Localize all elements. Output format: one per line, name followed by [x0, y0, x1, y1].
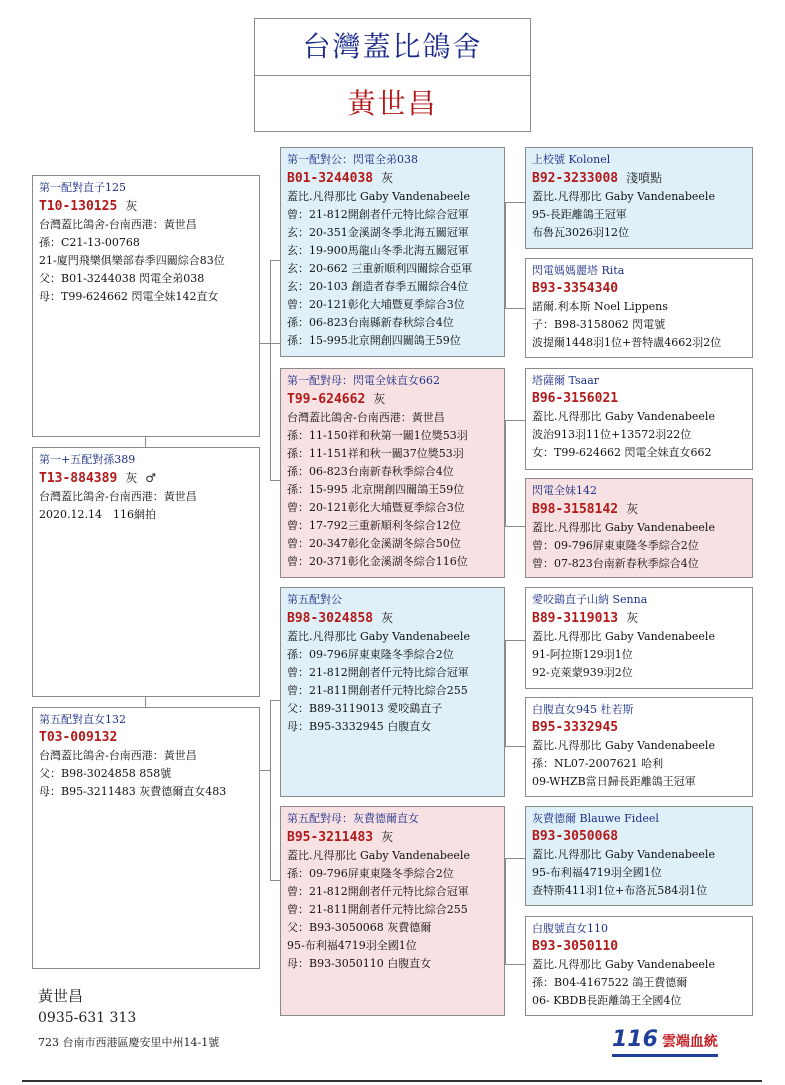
card-line: 台灣蓋比鴿舍-台南西港：黃世昌 — [39, 490, 197, 503]
card-line: 95-布利福4719羽全國1位 — [532, 866, 662, 879]
ring-number: T99-624662 灰 — [287, 392, 386, 407]
card-line: 09-WHZB當日歸長距離鴿王冠軍 — [532, 775, 696, 788]
card-line: 波提爾1448羽1位+普特盧4662羽2位 — [532, 336, 722, 349]
male-symbol-icon: ♂ — [145, 471, 157, 485]
logo-text: 雲端血統 — [661, 1034, 718, 1050]
color-label: 灰 — [626, 611, 639, 625]
card-line: 母：T99-624662 閃電全妹142直女 — [39, 290, 219, 303]
card-line: 曾：21-812開創者仟元特比綜合冠軍 — [287, 208, 469, 221]
color-label: 灰 — [626, 502, 639, 516]
card-line: 台灣蓋比鴿舍-台南西港：黃世昌 — [39, 218, 197, 231]
card-line: 孫：06-823台南新春秋季綜合4位 — [287, 465, 454, 478]
card-line: 曾：20-121彰化大埔暨夏季綜合3位 — [287, 501, 465, 514]
card-line: 95-布利福4719羽全國1位 — [287, 939, 417, 952]
contact-phone: 0935-631 313 — [38, 1010, 137, 1026]
parent-card-dam-5 — [280, 806, 505, 1016]
contact-address: 723 台南市西港區慶安里中州14-1號 — [38, 1036, 220, 1049]
card-line: 台灣蓋比鴿舍-台南西港：黃世昌 — [287, 411, 445, 424]
card-line: 母：B93-3050110 白腹直女 — [287, 957, 432, 970]
connector-line — [505, 308, 525, 309]
card-line: 曾：17-792三重新順利冬綜合12位 — [287, 519, 461, 532]
cloud-pedigree-logo — [612, 1027, 718, 1052]
parent-card-dam-1 — [280, 368, 505, 578]
card-line: 孫：11-150祥和秋第一關1位獎53羽 — [287, 429, 468, 442]
card-line: 波治913羽11位+13572羽22位 — [532, 428, 692, 441]
color-label: 灰 — [381, 830, 394, 844]
loft-name: 台灣蓋比鴿舍 — [255, 19, 530, 76]
card-line: 曾：21-812開創者仟元特比綜合冠軍 — [287, 666, 469, 679]
card-line: 曾：20-371彰化金溪湖冬綜合116位 — [287, 555, 468, 568]
card-line: 曾：20-347彰化金溪湖冬綜合50位 — [287, 537, 461, 550]
title-box — [254, 18, 531, 132]
card-line: 曾：07-823台南新春秋季綜合4位 — [532, 557, 699, 570]
ring-number: B95-3332945 — [532, 720, 619, 735]
ring-number: B01-3244038 灰 — [287, 171, 394, 186]
card-heading: 白腹直女945 杜若斯 — [532, 703, 634, 716]
connector-line — [505, 420, 525, 421]
card-heading: 上校號 Kolonel — [532, 153, 611, 166]
color-label: 灰 — [125, 199, 138, 213]
grandparent-card-3 — [525, 368, 753, 470]
parent-card-sire-5 — [280, 587, 505, 797]
card-line: 玄：20-351金溪湖冬季北海五關冠軍 — [287, 226, 469, 239]
card-heading: 閃電全妹142 — [532, 484, 597, 497]
card-line: 玄：20-662 三重新順利四關綜合亞軍 — [287, 262, 473, 275]
grandparent-card-2 — [525, 258, 753, 358]
card-line: 查特斯411羽1位+布洛瓦584羽1位 — [532, 884, 708, 897]
card-line: 孫：15-995 北京開創四關鴿王59位 — [287, 483, 465, 496]
connector-line — [505, 526, 525, 527]
connector-line — [270, 700, 280, 701]
card-line: 孫：06-823台南縣新春秋綜合4位 — [287, 316, 454, 329]
card-line: 蓋比.凡得那比 Gaby Vandenabeele — [287, 190, 470, 203]
connector-line — [145, 697, 146, 707]
card-line: 玄：20-103 創造者春季五關綜合4位 — [287, 280, 469, 293]
card-heading: 塔薩爾 Tsaar — [532, 374, 600, 387]
ring-number: B93-3050068 — [532, 829, 619, 844]
ring-number: B93-3354340 — [532, 281, 619, 296]
ring-number: B89-3119013 灰 — [532, 611, 639, 626]
card-line: 子：B98-3158062 閃電號 — [532, 318, 666, 331]
card-line: 曾：20-121彰化大埔暨夏季綜合3位 — [287, 298, 465, 311]
connector-line — [270, 700, 271, 880]
card-line: 母：B95-3211483 灰費德爾直女483 — [39, 785, 227, 798]
card-line: 孫：B04-4167522 鴿王費德爾 — [532, 976, 688, 989]
bottom-divider — [22, 1080, 762, 1082]
card-line: 父：B98-3024858 858號 — [39, 767, 172, 780]
ring-number: B96-3156021 — [532, 391, 619, 406]
card-heading: 第五配對公 — [287, 593, 342, 606]
grandparent-card-6 — [525, 697, 753, 797]
card-heading: 第一配對直子125 — [39, 181, 126, 194]
contact-name: 黃世昌 — [38, 987, 84, 1005]
card-line: 曾：21-811開創者仟元特比綜合255 — [287, 684, 468, 697]
card-line: 孫：15-995北京開創四關鴿王59位 — [287, 334, 461, 347]
card-line: 父：B93-3050068 灰費德爾 — [287, 921, 432, 934]
card-line: 蓋比.凡得那比 Gaby Vandenabeele — [532, 190, 715, 203]
owner-name: 黃世昌 — [347, 87, 438, 120]
card-line: 曾：21-812開創者仟元特比綜合冠軍 — [287, 885, 469, 898]
card-line: 2020.12.14 116網拍 — [39, 508, 156, 521]
connector-line — [270, 260, 271, 480]
ring-number: B92-3233008 淺噴點 — [532, 171, 663, 186]
card-heading: 愛咬鷂直子山納 Senna — [532, 593, 648, 606]
ring-number: B98-3158142 灰 — [532, 502, 639, 517]
card-line: 蓋比.凡得那比 Gaby Vandenabeele — [287, 630, 470, 643]
card-line: 06- KBDB長距離鴿王全國4位 — [532, 994, 682, 1007]
card-line: 95-長距離鴿王冠軍 — [532, 208, 627, 221]
card-heading: 閃電媽媽麗塔 Rita — [532, 264, 625, 277]
color-label: 灰 — [373, 392, 386, 406]
card-line: 蓋比.凡得那比 Gaby Vandenabeele — [532, 958, 715, 971]
card-line: 91-阿拉斯129羽1位 — [532, 648, 633, 661]
connector-line — [505, 640, 506, 746]
connector-line — [505, 964, 525, 965]
ring-number: B93-3050110 — [532, 939, 619, 954]
card-line: 諾爾.利本斯 Noel Lippens — [532, 300, 668, 313]
card-line: 蓋比.凡得那比 Gaby Vandenabeele — [532, 848, 715, 861]
card-line: 蓋比.凡得那比 Gaby Vandenabeele — [532, 521, 715, 534]
color-label: 灰 — [381, 611, 394, 625]
connector-line — [505, 202, 506, 308]
subject-card-3 — [32, 707, 260, 969]
color-label: 淺噴點 — [626, 171, 663, 185]
connector-line — [505, 858, 525, 859]
connector-line — [505, 746, 525, 747]
card-line: 曾：21-811開創者仟元特比綜合255 — [287, 903, 468, 916]
card-line: 孫：C21-13-00768 — [39, 236, 140, 249]
ring-number: B95-3211483 灰 — [287, 830, 394, 845]
ring-number: T13-884389 灰 ♂ — [39, 471, 157, 486]
card-line: 蓋比.凡得那比 Gaby Vandenabeele — [532, 630, 715, 643]
card-heading: 第五配對母：灰費德爾直女 — [287, 812, 419, 825]
grandparent-card-7 — [525, 806, 753, 906]
connector-line — [145, 437, 146, 447]
connector-line — [505, 640, 525, 641]
card-line: 台灣蓋比鴿舍-台南西港：黃世昌 — [39, 749, 197, 762]
subject-card-2 — [32, 447, 260, 697]
card-heading: 第五配對直女132 — [39, 713, 126, 726]
connector-line — [270, 480, 280, 481]
card-line: 玄：19-900馬龍山冬季北海五關冠軍 — [287, 244, 469, 257]
connector-line — [505, 202, 525, 203]
card-heading: 第一配對公：閃電全弟038 — [287, 153, 418, 166]
ring-number: T10-130125 灰 — [39, 199, 138, 214]
card-line: 孫：NL07-2007621 哈利 — [532, 757, 664, 770]
connector-line — [505, 420, 506, 526]
connector-line — [270, 880, 280, 881]
logo-underline — [612, 1054, 718, 1057]
subject-card-1 — [32, 175, 260, 437]
card-line: 布魯瓦3026羽12位 — [532, 226, 629, 239]
card-heading: 灰費德爾 Blauwe Fideel — [532, 812, 659, 825]
connector-line — [270, 260, 280, 261]
card-line: 孫：09-796屏東東隆冬季綜合2位 — [287, 648, 454, 661]
card-line: 孫：09-796屏東東隆冬季綜合2位 — [287, 867, 454, 880]
connector-line — [260, 770, 270, 771]
card-line: 女：T99-624662 閃電全妹直女662 — [532, 446, 712, 459]
card-line: 蓋比.凡得那比 Gaby Vandenabeele — [532, 410, 715, 423]
grandparent-card-5 — [525, 587, 753, 689]
grandparent-card-8 — [525, 916, 753, 1016]
card-line: 父：B01-3244038 閃電全弟038 — [39, 272, 205, 285]
ring-number: T03-009132 — [39, 730, 118, 745]
grandparent-card-1 — [525, 147, 753, 249]
card-line: 母：B95-3332945 白腹直女 — [287, 720, 432, 733]
color-label: 灰 — [381, 171, 394, 185]
grandparent-card-4 — [525, 478, 753, 578]
card-line: 21-廈門飛樂俱樂部春季四關綜合83位 — [39, 254, 225, 267]
card-line: 蓋比.凡得那比 Gaby Vandenabeele — [532, 739, 715, 752]
card-line: 父：B89-3119013 愛咬鷂直子 — [287, 702, 443, 715]
ring-number: B98-3024858 灰 — [287, 611, 394, 626]
card-line: 蓋比.凡得那比 Gaby Vandenabeele — [287, 849, 470, 862]
card-line: 92-克萊蒙939羽2位 — [532, 666, 633, 679]
card-line: 曾：09-796屏東東隆冬季綜合2位 — [532, 539, 699, 552]
card-heading: 第一+五配對孫389 — [39, 453, 136, 466]
card-line: 孫：11-151祥和秋一關37位獎53羽 — [287, 447, 464, 460]
color-label: 灰 — [125, 471, 138, 485]
card-heading: 第一配對母：閃電全妹直女662 — [287, 374, 440, 387]
connector-line — [505, 858, 506, 964]
parent-card-sire-1 — [280, 147, 505, 357]
card-heading: 白腹號直女110 — [532, 922, 608, 935]
logo-number: 116 — [612, 1027, 658, 1052]
